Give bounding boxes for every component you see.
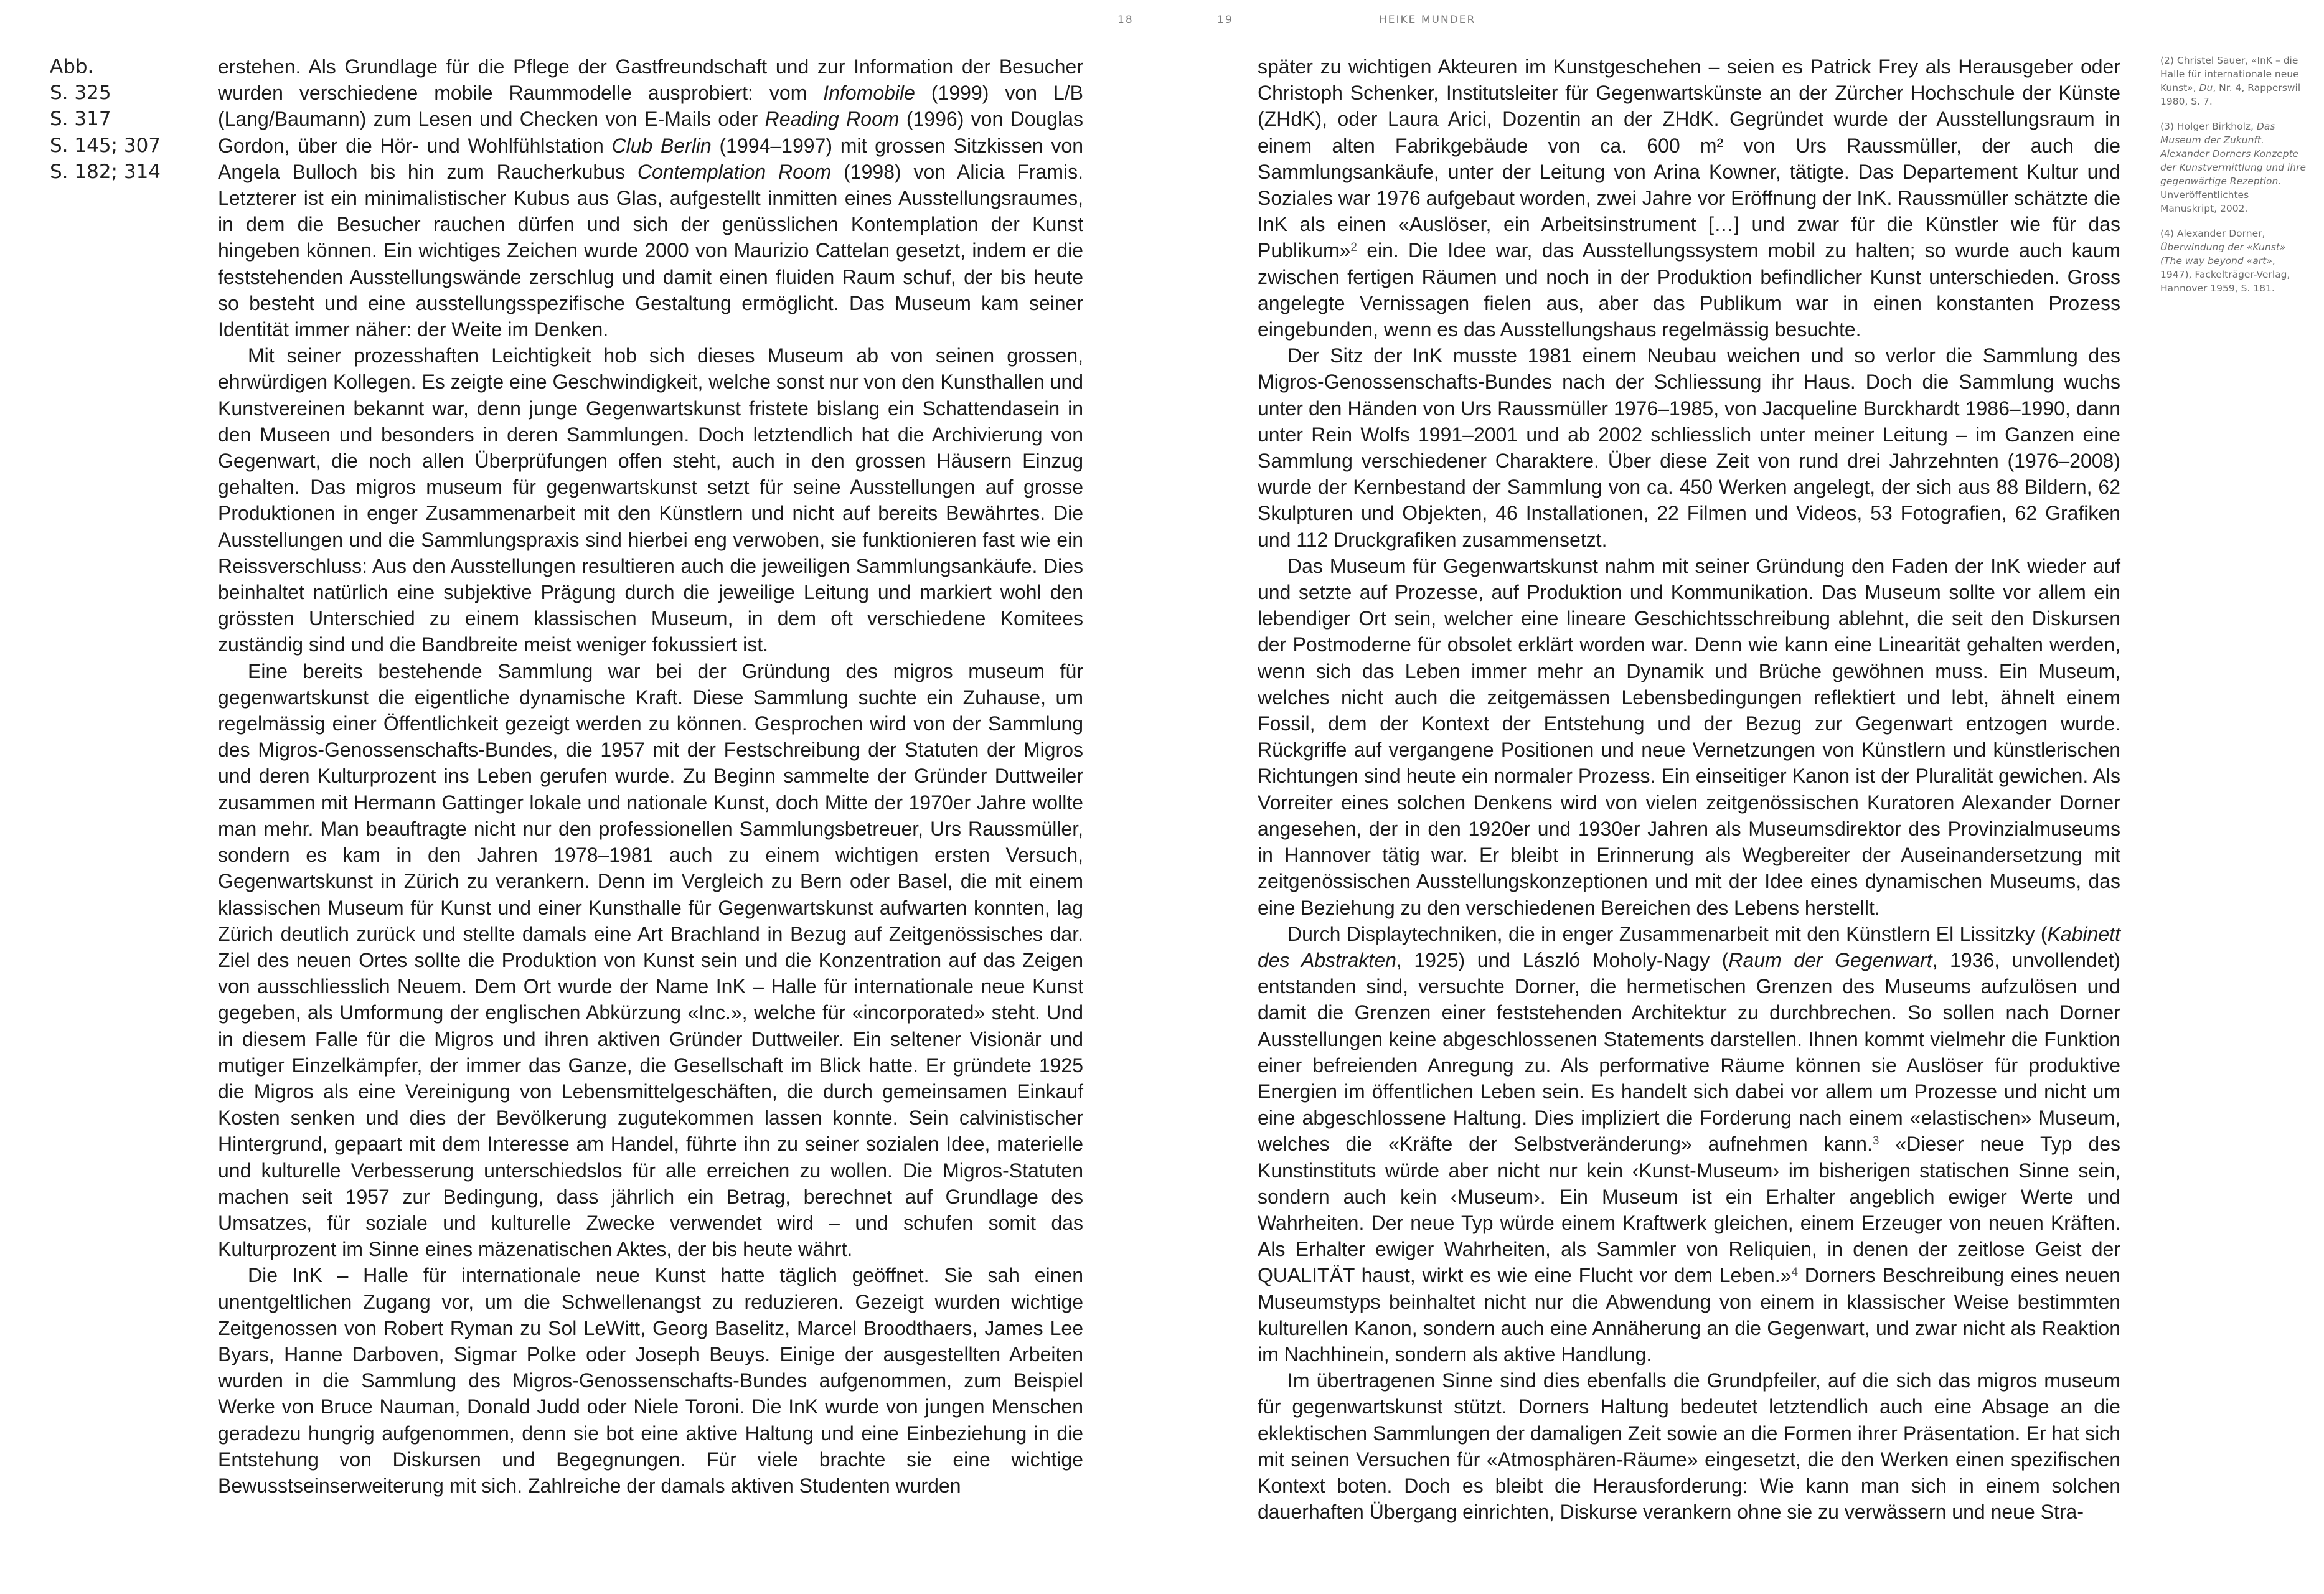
page-number-left: 18 (1117, 14, 1134, 26)
margin-reference: Abb. (50, 55, 94, 78)
right-page-text-column (1258, 54, 2120, 1525)
paragraph: Mit seiner prozesshaften Leichtigkeit hob sich dieses Museum ab von seinen grossen, ehrwürdigen Kollegen. Es zeigte eine Geschwindigkeit, welche sonst nur von den Kunsthallen und Kunstvereinen bekannt war, denn junge Gegenwartskunst fristete bislang ein Schattendasein in den Museen und besonders in deren Sammlungen. Doch letztendlich hat die Archivierung von Gegenwart, die noch allen Überprüfungen offen steht, auch in den grossen Häusern Einzug gehalten. Das migros museum für gegenwartskunst setzt für seine Ausstellungen auf grosse Produktionen in enger Zusammenarbeit mit den Künstlern und nicht auf bereits Bewährtes. Die Ausstellungen und die Sammlungspraxis sind hierbei eng verwoben, sie funktionieren fast wie ein Reissverschluss: Aus den Ausstellungen resultieren auch die jeweiligen Sammlungsankäufe. Dies beinhaltet natürlich eine subjektive Prägung durch die jeweilige Leitung und markiert wohl den grössten Unterschied zu einem klassischen Museum, in dem oft verschiedene Komitees zuständig sind und die Bandbreite meist weniger fokussiert ist. (218, 344, 1083, 656)
footnote: (4) Alexander Dorner, Überwindung der «Kunst» (The way beyond «art», 1947), Fackelträger-Verlag, Hannover 1959, S. 181. (2160, 228, 2290, 294)
margin-references (50, 54, 205, 185)
left-page-text-column (218, 54, 1083, 1499)
margin-reference: S. 325 (50, 82, 111, 105)
paragraph: Das Museum für Gegenwartskunst nahm mit seiner Gründung den Faden der InK wieder auf und setzte auf Prozesse, auf Produktion und Kommunikation. Das Museum sollte vor allem ein lebendiger Ort sein, welcher eine lineare Geschichtsschreibung ablehnt, die seit den Diskursen der Postmoderne für obsolet erklärt worden war. Denn wie kann eine Linearität gehalten werden, wenn sich das Leben immer mehr an Dynamik und Brüche gewöhnen muss. Ein Museum, welches nicht auch die zeitgemässen Lebensbedingungen reflektiert und lebt, ähnelt einem Fossil, dem der Kontext der Entstehung und der Bezug zur Gegenwart entzogen wurde. Rückgriffe auf vergangene Positionen und neue Vernetzungen von Künstlern und künstlerischen Richtungen sind heute ein normaler Prozess. Ein einseitiger Kanon ist der Pluralität gewichen. Als Vorreiter eines solchen Denkens wird von vielen zeitgenössischen Kuratoren Alexander Dorner angesehen, der in den 1920er und 1930er Jahren als Museumsdirektor des Provinzialmuseums in Hannover tätig war. Er bleibt in Erinnerung als Wegbereiter der Auseinandersetzung mit zeitgenössischen Ausstellungskonzeptionen und mit der Idee eines dynamischen Museums, das eine Beziehung zu den verschiedenen Bereichen des Lebens herstellt. (1258, 554, 2120, 919)
margin-reference: S. 317 (50, 108, 111, 131)
paragraph: Durch Displaytechniken, die in enger Zusammenarbeit mit den Künstlern El Lissitzky (Kabinett des Abstrakten, 1925) und László Moholy-Nagy (Raum der Gegenwart, 1936, unvollendet) entstanden sind, versuchte Dorner, die hermetischen Grenzen des Museums aufzulösen und damit die Grenzen einer feststehenden Architektur zu durchbrechen. So sollen nach Dorner Ausstellungen keine abgeschlossenen Statements darstellen. Ihnen kommt vielmehr die Funktion einer befreienden Anregung zu. Als performative Räume können sie Auslöser für produktive Energien im öffentlichen Leben sein. Es handelt sich dabei vor allem um Prozesse und nicht um eine abgeschlossene Haltung. Dies impliziert die Forderung nach einem «elastischen» Museum, welches die «Kräfte der Selbstveränderung» aufnehmen kann.$^3$ «Dieser neue Typ des Kunstinstituts würde aber nicht nur kein ‹Kunst-Museum› im bisherigen statischen Sinne sein, sondern auch kein ‹Museum›. Ein Museum ist ein Erhalter angeblich ewiger Werte und Wahrheiten. Der neue Typ würde einem Kraftwerk gleichen, einem Erzeuger von neuen Kräften. Als Erhalter ewiger Wahrheiten, als Sammler von Reliquien, in denen der zeitlose Geist der QUALITÄT haust, wirkt es wie eine Flucht vor dem Leben.»$^4$ Dorners Beschreibung eines neuen Museumstyps beinhaltet nicht nur die Abwendung von einem in klassischer Weise bestimmten kulturellen Kanon, sondern auch eine Annäherung an die Gegenwart, und zwar nicht als Reaktion im Nachhinein, sondern als aktive Handlung. (1258, 922, 2121, 1365)
paragraph: erstehen. Als Grundlage für die Pflege der Gastfreundschaft und zur Information der Besucher wurden verschiedene mobile Raummodelle ausprobiert: vom Infomobile (1999) von L/B (Lang/Baumann) zum Lesen und Checken von E-Mails oder Reading Room (1996) von Douglas Gordon, über die Hör- und Wohlfühlstation Club Berlin (1994–1997) mit grossen Sitzkissen von Angela Bulloch bis hin zum Raucherkubus Contemplation Room (1998) von Alicia Framis. Letzterer ist ein minimalistischer Kubus aus Glas, aufgestellt inmitten eines Ausstellungsraumes, in dem die Besucher rauchen dürfen und sich der genüsslichen Kontemplation der Kunst hingeben können. Ein wichtiges Zeichen wurde 2000 von Maurizio Cattelan gesetzt, indem er die feststehenden Ausstellungswände zerschlug und damit einen fluiden Raum schuf, der bis heute so besteht und eine ausstellungsspezifische Gestaltung ermöglicht. Das Museum kam seiner Identität immer näher: der Weite im Denken. (218, 55, 1084, 341)
footnotes-column (2160, 54, 2307, 306)
margin-reference: S. 145; 307 (50, 134, 161, 157)
paragraph: Eine bereits bestehende Sammlung war bei der Gründung des migros museum für gegenwartskunst die eigentliche dynamische Kraft. Diese Sammlung suchte ein Zuhause, um regelmässig einer Öffentlichkeit gezeigt werden zu können. Gesprochen wird von der Sammlung des Migros-Genossenschafts-Bundes, die 1957 mit der Festschreibung der Statuten der Migros und deren Kulturprozent ins Leben gerufen wurde. Zu Beginn sammelte der Gründer Duttweiler zusammen mit Hermann Gattinger lokale und nationale Kunst, doch Mitte der 1970er Jahre wollte man mehr. Man beauftragte nicht nur den professionellen Sammlungsbetreuer, Urs Raussmüller, sondern es kam in den Jahren 1978–1981 auch zu einem wichtigen ersten Versuch, Gegenwartskunst in Zürich zu verankern. Denn im Vergleich zu Bern oder Basel, die mit einem klassischen Museum für Kunst und einer Kunsthalle für Gegenwartskunst aufwarten konnten, lag Zürich deutlich zurück und stellte damals eine Art Brachland in Bezug auf Zeitgenössisches dar. Ziel des neuen Ortes sollte die Produktion von Kunst sein und die Konzentration auf das Zeigen von ausschliesslich Neuem. Dem Ort wurde der Name InK – Halle für internationale neue Kunst gegeben, als Umformung der englischen Abkürzung «Inc.», welche für «incorporated» steht. Und in diesem Falle für die Migros und ihren aktiven Gründer Duttweiler. Ein seltener Visionär und mutiger Einzelkämpfer, der immer das Ganze, die Gesellschaft im Blick hatte. Er gründete 1925 die Migros als eine Vereinigung von Lebensmittelgeschäften, die durch gemeinsamen Einkauf Kosten senken und dies der Bevölkerung zugutekommen lassen konnte. Sein calvinistischer Hintergrund, gepaart mit dem Interesse am Handel, führte ihn zu seiner sozialen Idee, materielle und kulturelle Verbesserung unterschiedslos für alle erreichen zu wollen. Die Migros-Statuten machen seit 1957 zur Bedingung, dass jährlich ein Betrag, berechnet auf Grundlage des Umsatzes, für soziale und kulturelle Zwecke verwendet wird – und schufen somit das Kulturprozent im Sinne eines mäzenatischen Aktes, der bis heute währt. (218, 659, 1083, 1261)
page-number-right: 19 (1217, 14, 1233, 26)
margin-reference: S. 182; 314 (50, 160, 161, 183)
footnote: (3) Holger Birkholz, Das Museum der Zukunft. Alexander Dorners Konzepte der Kunstvermittlung und ihre gegenwärtige Rezeption. Unveröffentlichtes Manuskript, 2002. (2160, 121, 2307, 214)
footnote: (2) Christel Sauer, «InK – die Halle für internationale neue Kunst», Du, Nr. 4, Rapperswil 1980, S. 7. (2160, 55, 2301, 107)
running-head: HEIKE MUNDER (1379, 14, 1476, 26)
paragraph: Die InK – Halle für internationale neue Kunst hatte täglich geöffnet. Sie sah einen unentgeltlichen Zugang vor, um die Schwellenangst zu reduzieren. Gezeigt wurden wichtige Zeitgenossen von Robert Ryman zu Sol LeWitt, Georg Baselitz, Marcel Broodthaers, James Lee Byars, Hanne Darboven, Sigmar Polke oder Joseph Beuys. Einige der ausgestellten Arbeiten wurden in die Sammlung des Migros-Genossenschafts-Bundes aufgenommen, zum Beispiel Werke von Bruce Nauman, Donald Judd oder Niele Toroni. Die InK wurde von jungen Menschen geradezu hungrig aufgenommen, denn sie bot eine aktive Haltung und eine Einbeziehung in die Entstehung von Diskursen und Begegnungen. Für viele brachte sie eine wichtige Bewusstseinserweiterung mit sich. Zahlreiche der damals aktiven Studenten wurden (218, 1264, 1083, 1497)
paragraph: Im übertragenen Sinne sind dies ebenfalls die Grundpfeiler, auf die sich das migros museum für gegenwartskunst stützt. Dorners Haltung bedeutet letztendlich auch eine Absage an die eklektischen Sammlungen der damaligen Zeit sowie an die Formen ihrer Präsentation. Er hat sich mit seinen Versuchen für «Atmosphären-Räume» eingesetzt, die den Werken einen spezifischen Kontext boten. Doch es bleibt die Herausforderung: Wie kann man sich in einem solchen dauerhaften Übergang einrichten, Diskurse verankern ohne sie zu verwässern und neue Stra- (1258, 1369, 2120, 1524)
paragraph: später zu wichtigen Akteuren im Kunstgeschehen – seien es Patrick Frey als Herausgeber oder Christoph Schenker, Institutsleiter für Gegenwartskünste an der Zürcher Hochschule der Künste (ZHdK), oder Laura Arici, Dozentin an der ZHdK. Gegründet wurde der Ausstellungsraum in einem alten Fabrikgebäude von ca. 600 m² von Urs Raussmüller, der auch die Sammlungsankäufe, unter der Leitung von Arina Kowner, tätigte. Das Departement Kultur und Soziales war 1976 aufgebaut worden, zwei Jahre vor Eröffnung der InK. Raussmüller schätzte die InK als einen «Auslöser, ein Arbeitsinstrument […] und zwar für die Künstler wie für das Publikum»$^2$ ein. Die Idee war, das Ausstellungssystem mobil zu halten; so wurde auch kaum zwischen fertigen Räumen und noch in der Produktion befindlicher Kunst unterschieden. Gross angelegte Vernissagen fielen aus, aber das Publikum war in einen konstanten Prozess eingebunden, wenn es das Ausstellungshaus regelmässig besuchte. (1258, 55, 2120, 341)
paragraph: Der Sitz der InK musste 1981 einem Neubau weichen und so verlor die Sammlung des Migros-Genossenschafts-Bundes nach der Schliessung ihr Haus. Doch die Sammlung wuchs unter den Händen von Urs Raussmüller 1976–1985, von Jacqueline Burckhardt 1986–1990, dann unter Rein Wolfs 1991–2001 und ab 2002 schliesslich unter meiner Leitung – im Ganzen eine Sammlung verschiedener Charaktere. Über diese Zeit von rund drei Jahrzehnten (1976–2008) wurde der Kernbestand der Sammlung von ca. 450 Werken angelegt, der sich aus 88 Bildern, 62 Skulpturen und Objekten, 46 Installationen, 22 Filmen und Videos, 53 Fotografien, 62 Grafiken und 112 Druckgrafiken zusammensetzt. (1258, 344, 2120, 551)
